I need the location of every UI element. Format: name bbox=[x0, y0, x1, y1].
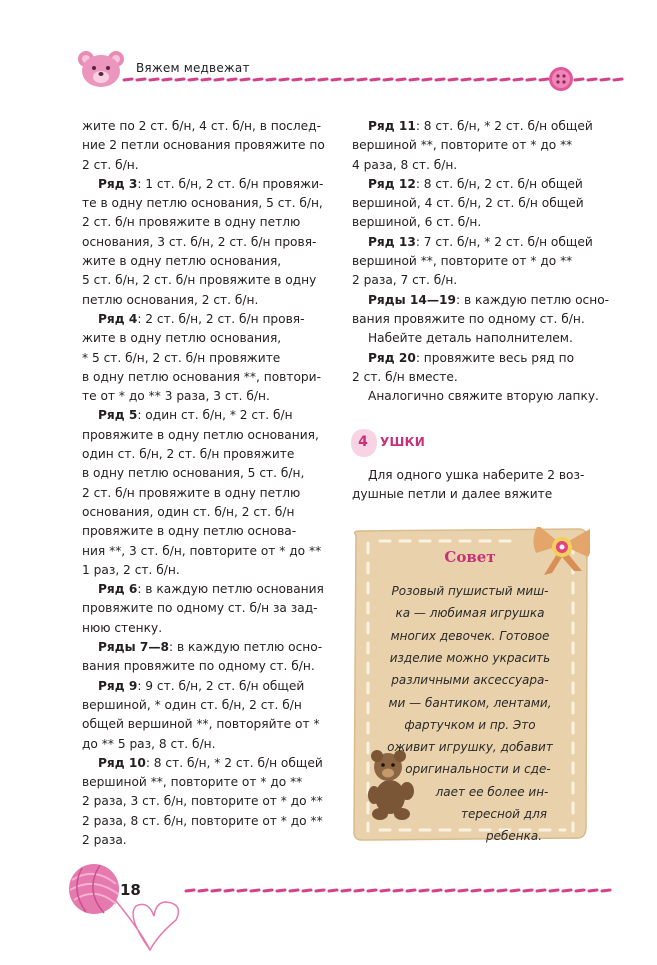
row-text: петлю основания, 2 ст. б/н. bbox=[82, 292, 259, 307]
text-line bbox=[82, 464, 334, 483]
section-line: Для одного ушка наберите 2 воз- bbox=[368, 468, 585, 482]
text-line bbox=[82, 329, 334, 348]
row-text: ния **, 3 ст. б/н, повторите от * до ** bbox=[82, 543, 322, 558]
text-line bbox=[82, 426, 334, 445]
row-text: вершиной, 4 ст. б/н, 2 ст. б/н общей bbox=[352, 196, 584, 211]
row-text: Набейте деталь наполнителем. bbox=[368, 331, 573, 346]
row-label: Ряд 11 bbox=[368, 119, 416, 133]
text-line bbox=[82, 657, 334, 676]
section-line: душные петли и далее вяжите bbox=[352, 487, 553, 502]
tip-line: оживит игрушку, добавит bbox=[387, 740, 553, 755]
row-label: Ряд 3 bbox=[98, 176, 138, 191]
row-text: провяжите по одному ст. б/н за зад- bbox=[82, 601, 318, 616]
text-line bbox=[352, 213, 604, 232]
row-text: до ** 5 раз, 8 ст. б/н. bbox=[82, 736, 216, 751]
row-text: жите по 2 ст. б/н, 4 ст. б/н, в послед- bbox=[82, 119, 321, 133]
text-line bbox=[82, 715, 334, 734]
row-text: 2 раза. bbox=[82, 832, 127, 847]
page-number: 18 bbox=[120, 881, 141, 899]
text-line bbox=[352, 233, 604, 252]
header-decoration bbox=[0, 0, 657, 100]
tip-line: ребенка. bbox=[485, 829, 543, 844]
tip-line: ка — любимая игрушка bbox=[395, 606, 545, 621]
text-line bbox=[352, 329, 604, 348]
row-label: Ряды 7—8 bbox=[98, 640, 170, 655]
tip-line: Розовый пушистый миш- bbox=[391, 584, 549, 598]
row-label: Ряды 14—19 bbox=[368, 292, 456, 307]
row-text: : в каждую петлю основания bbox=[137, 582, 324, 597]
row-text: : 8 ст. б/н, 2 ст. б/н общей bbox=[415, 176, 583, 191]
text-line bbox=[82, 580, 334, 599]
footer-decoration bbox=[0, 820, 657, 965]
page-footer bbox=[0, 820, 657, 965]
text-line bbox=[352, 368, 604, 387]
text-line bbox=[82, 175, 334, 194]
row-label: Ряд 13 bbox=[368, 234, 416, 249]
row-text: нюю стенку. bbox=[82, 620, 163, 635]
row-text: провяжите в одну петлю основа- bbox=[82, 524, 297, 539]
row-text: 2 ст. б/н провяжите в одну петлю bbox=[82, 485, 301, 500]
text-line bbox=[352, 156, 604, 175]
row-text: те в одну петлю основания, 5 ст. б/н, bbox=[82, 196, 323, 211]
row-text: общей вершиной **, повторяйте от * bbox=[82, 717, 320, 732]
row-text: вершиной, * один ст. б/н, 2 ст. б/н bbox=[82, 697, 302, 712]
tip-line: различными аксессуара- bbox=[391, 673, 549, 688]
row-text: * 5 ст. б/н, 2 ст. б/н провяжите bbox=[82, 350, 281, 365]
row-label: Ряд 5 bbox=[98, 408, 138, 423]
text-line bbox=[82, 233, 334, 252]
text-line bbox=[82, 368, 334, 387]
row-text: те от * до ** 3 раза, 3 ст. б/н. bbox=[82, 389, 270, 404]
row-text: 2 ст. б/н. bbox=[82, 157, 139, 172]
row-text: : один ст. б/н, * 2 ст. б/н bbox=[137, 408, 293, 423]
row-text: провяжите в одну петлю основания, bbox=[82, 427, 319, 442]
text-line bbox=[82, 387, 334, 406]
text-line bbox=[352, 194, 604, 213]
row-text: : 2 ст. б/н, 2 ст. б/н провя- bbox=[137, 311, 305, 326]
row-text: ние 2 петли основания провяжите по bbox=[82, 138, 325, 153]
tip-line: лает ее более ин- bbox=[435, 784, 549, 799]
button-icon bbox=[549, 67, 573, 91]
row-text: вершиной, 6 ст. б/н. bbox=[352, 215, 482, 230]
row-text: 4 раза, 8 ст. б/н. bbox=[352, 157, 458, 172]
text-line bbox=[82, 406, 334, 425]
row-text: вершиной **, повторите от * до ** bbox=[82, 775, 303, 790]
text-line bbox=[82, 638, 334, 657]
row-text: : 8 ст. б/н, * 2 ст. б/н общей bbox=[415, 119, 593, 133]
tip-line: ми — бантиком, лентами, bbox=[388, 695, 552, 710]
row-text: вершиной **, повторите от * до ** bbox=[352, 138, 573, 153]
text-line bbox=[82, 735, 334, 754]
text-line bbox=[82, 542, 334, 561]
text-line bbox=[82, 484, 334, 503]
row-text: : в каждую петлю осно- bbox=[455, 292, 610, 307]
row-text: : провяжите весь ряд по bbox=[415, 350, 575, 365]
text-line bbox=[82, 213, 334, 232]
text-line bbox=[352, 136, 604, 155]
section-title: УШКИ bbox=[380, 435, 426, 449]
row-label: Ряд 4 bbox=[98, 311, 138, 326]
row-text: в одну петлю основания **, повтори- bbox=[82, 369, 321, 384]
thread-line bbox=[186, 890, 610, 891]
row-text: : 9 ст. б/н, 2 ст. б/н общей bbox=[137, 678, 305, 693]
tip-heading: Совет bbox=[444, 548, 496, 566]
row-text: 2 раза, 8 ст. б/н, повторите от * до ** bbox=[82, 813, 323, 828]
text-line bbox=[82, 194, 334, 213]
row-text: 2 раза, 3 ст. б/н, повторите от * до ** bbox=[82, 794, 323, 809]
page-header bbox=[0, 0, 657, 100]
row-label: Ряд 10 bbox=[98, 755, 146, 770]
text-line bbox=[82, 136, 334, 155]
tip-line: тересной для bbox=[461, 807, 547, 821]
section-number: 4 bbox=[358, 434, 368, 450]
text-line bbox=[82, 522, 334, 541]
section-body bbox=[352, 466, 604, 505]
row-text: жите в одну петлю основания, bbox=[82, 254, 282, 269]
tip-line: фартучком и пр. Это bbox=[404, 717, 536, 732]
yarn-ball-icon bbox=[69, 864, 178, 950]
text-line bbox=[352, 117, 604, 136]
text-line bbox=[352, 387, 604, 406]
row-text: Аналогично свяжите вторую лапку. bbox=[368, 389, 599, 404]
text-line bbox=[82, 792, 334, 811]
text-line bbox=[82, 349, 334, 368]
right-column bbox=[352, 117, 610, 406]
text-line bbox=[352, 175, 604, 194]
row-label: Ряд 12 bbox=[368, 176, 416, 191]
row-text: жите в одну петлю основания, bbox=[82, 331, 282, 346]
text-line bbox=[82, 773, 334, 792]
text-line bbox=[352, 271, 604, 290]
thread-line bbox=[124, 79, 622, 80]
text-line bbox=[82, 291, 334, 310]
row-text: : 7 ст. б/н, * 2 ст. б/н общей bbox=[415, 234, 593, 249]
row-text: вершиной **, повторите от * до ** bbox=[352, 254, 573, 269]
row-text: : в каждую петлю осно- bbox=[169, 640, 323, 655]
row-text: основания, один ст. б/н, 2 ст. б/н bbox=[82, 504, 295, 519]
tip-line: оригинальности и сде- bbox=[405, 762, 551, 777]
text-line bbox=[82, 754, 334, 773]
text-line bbox=[82, 156, 334, 175]
row-text: 2 ст. б/н провяжите в одну петлю bbox=[82, 215, 301, 230]
text-line bbox=[82, 619, 334, 638]
row-text: 5 ст. б/н, 2 ст. б/н провяжите в одну bbox=[82, 273, 317, 288]
text-line bbox=[82, 117, 334, 136]
text-line bbox=[352, 252, 604, 271]
tip-line: изделие можно украсить bbox=[389, 650, 551, 665]
row-text: : 1 ст. б/н, 2 ст. б/н провяжи- bbox=[137, 176, 324, 191]
page-title: Вяжем медвежат bbox=[136, 61, 250, 75]
text-line bbox=[82, 696, 334, 715]
row-text: 1 раз, 2 ст. б/н. bbox=[82, 562, 180, 577]
text-line bbox=[82, 271, 334, 290]
text-line bbox=[82, 677, 334, 696]
text-line bbox=[352, 291, 610, 310]
row-text: 2 ст. б/н вместе. bbox=[352, 369, 458, 384]
row-text: : 8 ст. б/н, * 2 ст. б/н общей bbox=[145, 755, 323, 770]
bear-face-icon bbox=[78, 51, 124, 87]
text-line bbox=[82, 599, 334, 618]
row-text: основания, 3 ст. б/н, 2 ст. б/н провя- bbox=[82, 234, 317, 249]
text-line bbox=[82, 310, 334, 329]
tip-line: многих девочек. Готовое bbox=[390, 628, 550, 643]
row-text: один ст. б/н, 2 ст. б/н провяжите bbox=[82, 447, 295, 462]
row-text: в одну петлю основания, 5 ст. б/н, bbox=[82, 466, 305, 481]
left-column bbox=[82, 117, 334, 850]
text-line bbox=[352, 310, 604, 329]
row-text: вания провяжите по одному ст. б/н. bbox=[352, 311, 585, 326]
text-line bbox=[352, 349, 604, 368]
row-text: вания провяжите по одному ст. б/н. bbox=[82, 659, 315, 674]
row-label: Ряд 6 bbox=[98, 582, 138, 597]
text-line bbox=[82, 503, 334, 522]
text-line bbox=[82, 445, 334, 464]
row-text: 2 раза, 7 ст. б/н. bbox=[352, 273, 458, 288]
text-line bbox=[82, 561, 334, 580]
text-line bbox=[82, 252, 334, 271]
row-label: Ряд 20 bbox=[368, 350, 416, 365]
row-label: Ряд 9 bbox=[98, 678, 138, 693]
